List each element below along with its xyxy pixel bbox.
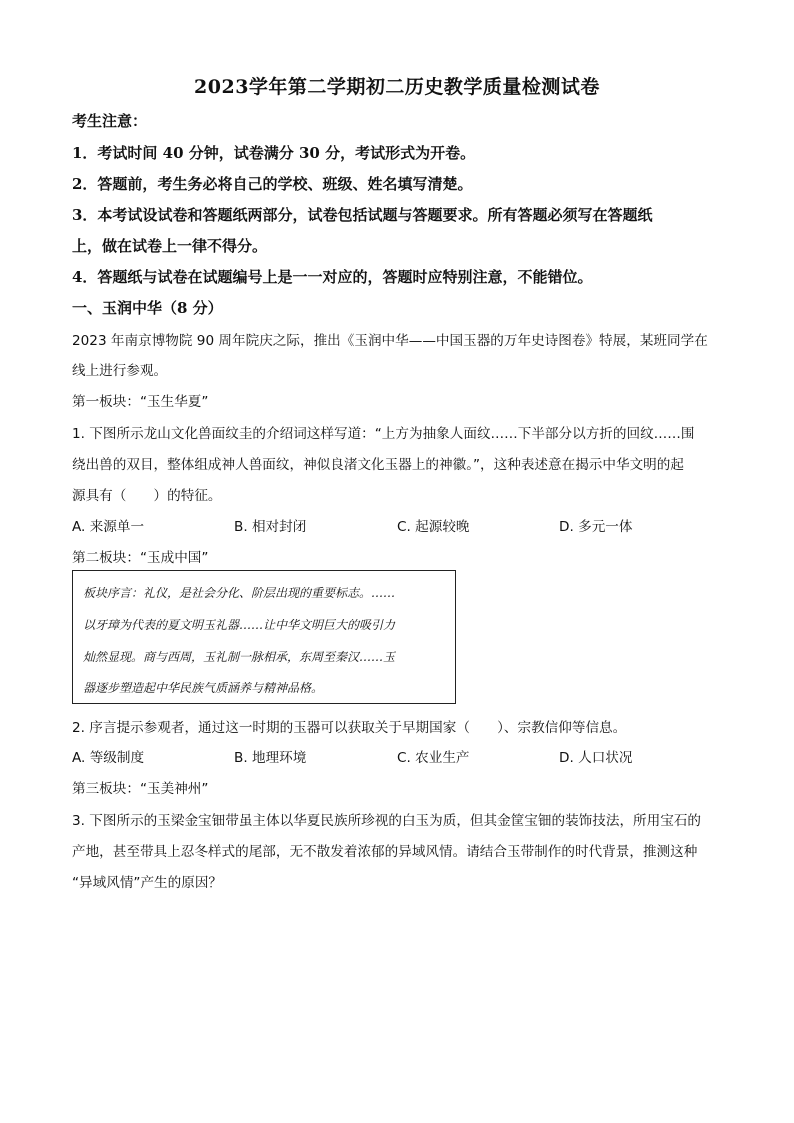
- q1-option-d: D. 多元一体: [559, 519, 633, 535]
- block-2-title: 第二板块：“玉成中国”: [72, 550, 209, 566]
- section-intro-line-2: 线上进行参观。: [72, 363, 168, 379]
- block-1-title: 第一板块：“玉生华夏”: [72, 394, 209, 410]
- q2-option-c: C. 农业生产: [397, 750, 470, 766]
- question-1-line-2: 绕出兽的双目，整体组成神人兽面纹，神似良渚文化玉器上的神徽。”，这种表述意在揭示中华文明的起: [72, 457, 684, 473]
- block-3-title: 第三板块：“玉美神州”: [72, 781, 209, 797]
- question-2: 2. 序言提示参观者，通过这一时期的玉器可以获取关于早期国家（ ）、宗教信仰等信息。: [72, 720, 627, 736]
- exam-title: 2023学年第二学期初二历史教学质量检测试卷: [194, 76, 600, 98]
- q2-option-d: D. 人口状况: [559, 750, 633, 766]
- notice-item-1: 1．考试时间 40 分钟，试卷满分 30 分，考试形式为开卷。: [72, 144, 476, 162]
- notice-item-3-cont: 上，做在试卷上一律不得分。: [72, 237, 268, 255]
- notice-item-4: 4．答题纸与试卷在试题编号上是一一对应的，答题时应特别注意，不能错位。: [72, 268, 593, 286]
- notice-item-2: 2．答题前，考生务必将自己的学校、班级、姓名填写清楚。: [72, 175, 473, 193]
- section-intro-line-1: 2023 年南京博物院 90 周年院庆之际，推出《玉润中华——中国玉器的万年史诗图卷》特展，某班同学在: [72, 333, 708, 349]
- question-3-line-1: 3. 下图所示的玉梁金宝钿带虽主体以华夏民族所珍视的白玉为质，但其金筐宝钿的装饰技法，所用宝石的: [72, 813, 702, 829]
- quote-line-3: 灿然显现。商与西周，玉礼制一脉相承，东周至秦汉……玉: [83, 650, 396, 664]
- q1-option-b: B. 相对封闭: [234, 519, 307, 535]
- quote-line-2: 以牙璋为代表的夏文明玉礼器……让中华文明巨大的吸引力: [83, 618, 396, 632]
- question-1-line-1: 1. 下图所示龙山文化兽面纹圭的介绍词这样写道：“上方为抽象人面纹……下半部分以方折的回纹……围: [72, 426, 695, 442]
- question-3-line-3: “异域风情”产生的原因？: [72, 875, 223, 891]
- question-1-line-3: 源具有（ ）的特征。: [72, 488, 222, 504]
- q1-option-c: C. 起源较晚: [397, 519, 470, 535]
- section-heading: 一、玉润中华（8 分）: [72, 299, 223, 317]
- notice-item-3: 3．本考试设试卷和答题纸两部分，试卷包括试题与答题要求。所有答题必须写在答题纸: [72, 206, 653, 224]
- quote-line-1: 板块序言：礼仪，是社会分化、阶层出现的重要标志。……: [83, 586, 396, 600]
- question-3-line-2: 产地，甚至带具上忍冬样式的尾部，无不散发着浓郁的异域风情。请结合玉带制作的时代背景，推测这种: [72, 844, 698, 860]
- q1-option-a: A. 来源单一: [72, 519, 145, 535]
- q2-option-b: B. 地理环境: [234, 750, 307, 766]
- notice-heading: 考生注意：: [72, 112, 148, 130]
- quote-line-4: 器逐步塑造起中华民族气质涵养与精神品格。: [83, 681, 324, 695]
- q2-option-a: A. 等级制度: [72, 750, 145, 766]
- preface-quote-box: [72, 570, 456, 704]
